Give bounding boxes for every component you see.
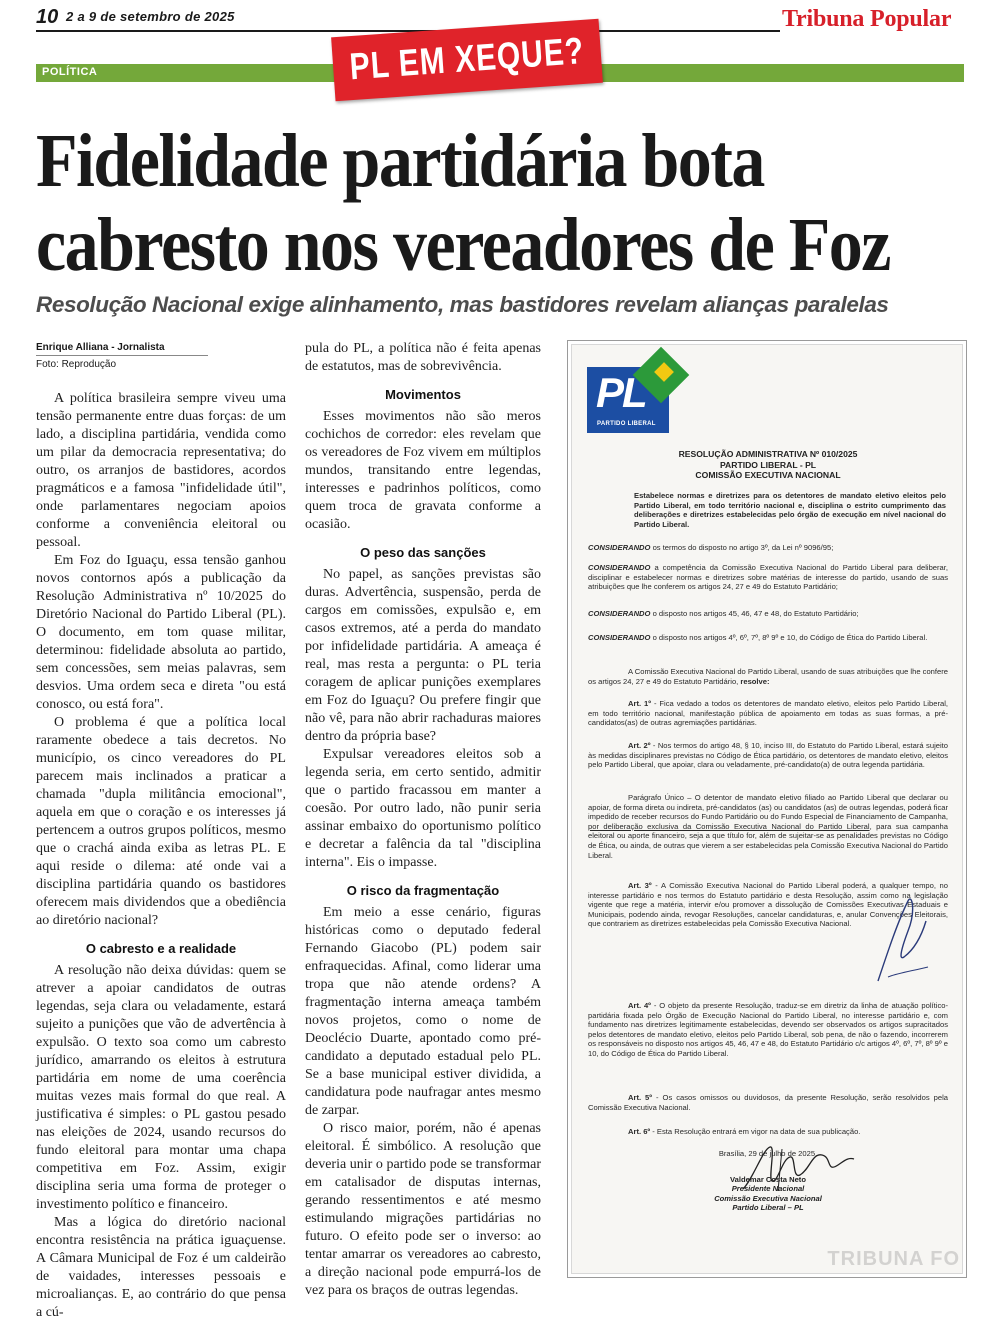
paragraph: A resolução não deixa dúvidas: quem se atrever a apoiar candidatos de outras legendas, seja clara ou veladamente, estará sujeito a punições que vão de advertência à expulsão. O texto soa como um cabresto jurídico, amarrando os eleitos à estrutura partidária em nome de uma coerência muitas vezes mais formal do que real. A justificativa é simples: o PL gastou pesado nas eleições de 2024, usando recursos do fundo eleitoral para montar uma chapa competitiva em Foz. Assim, exigir disciplina seria uma forma de proteger o investimento político e financeiro.	[36, 963, 286, 1212]
document-title-line: PARTIDO LIBERAL - PL	[719, 459, 817, 470]
issue-date: 2 a 9 de setembro de 2025	[66, 9, 235, 24]
signer-role: Presidente Nacional	[731, 1184, 805, 1194]
document-article-4	[588, 1001, 948, 1059]
subheadline: Resolução Nacional exige alinhamento, mas bastidores revelam alianças paralelas	[36, 292, 889, 317]
paragraph: No papel, as sanções previstas são duras. Advertência, suspensão, perda de cargos em comissões, expulsão e, em casos extremos, até a perda do mandato por infidelidade partidária. A ameaça é real, mas resta a pergunta: o PL teria coragem de aplicar punições exemplares em Foz do Iguaçu? Ou prefere fingir que não vê, para não abrir rachaduras maiores dentro da própria base?	[305, 567, 541, 744]
paragraph: O risco maior, porém, não é apenas eleitoral. É simbólico. A resolução que deveria unir o partido pode se transformar em catalisador de disputas internas, gerando ressentimentos e até mesmo estimulando migrações partidárias no futuro. O efeito pode ser o inverso: ao tentar amarrar os vereadores ao cabresto, a direção nacional pode empurrá-los de vez para os braços de outras legendas.	[305, 1121, 541, 1298]
article-text: - Esta Resolução entrará em vigor na data de sua publicação.	[650, 1127, 861, 1136]
paragrafo-text: Parágrafo Único – O detentor de mandato eletivo filiado ao Partido Liberal que declarar ou apoiar, de forma direta ou indireta, pré-candidatos (as) ou candidatos (as) de outras legendas, poderá ficar impedido de receber recursos do Fundo Partidário ou do Fundo Especial de Financiamento de Campanha,	[588, 793, 948, 822]
article-label: Art. 5º	[628, 1093, 653, 1102]
page-number: 10	[36, 6, 59, 28]
considerando-label: CONSIDERANDO	[588, 609, 651, 618]
paragraph: Em Foz do Iguaçu, essa tensão ganhou novos contornos após a publicação da Resolução Administrativa nº 10/2025 do Diretório Nacional do Partido Liberal (PL). O documento, em tom quase militar, determinou: fidelidade absoluta ao partido, sem concessões, sem meias palavras, sem desvios. Uma ordem seca e direta "ou está conosco, ou está fora".	[36, 553, 286, 712]
document-ementa: Estabelece normas e diretrizes para os detentores de mandato eletivo eleitos pelo Partido Liberal, em todo território nacional e, disciplina o estrito cumprimento das deliberações e diretrizes estabelecidas pelo órgão de execução em nível nacional do Partido Liberal.	[634, 491, 946, 529]
document-title-line: RESOLUÇÃO ADMINISTRATIVA Nº 010/2025	[678, 449, 858, 459]
headline	[36, 118, 976, 286]
considerando-text: o disposto nos artigos 45, 46, 47 e 48, do Estatuto Partidário;	[650, 609, 859, 618]
logo-subtext: PARTIDO LIBERAL	[597, 421, 656, 427]
newspaper-brand: Tribuna Popular	[782, 6, 952, 32]
paragraph: A política brasileira sempre viveu uma tensão permanente entre duas forças: de um lado, a disciplina partidária, vendida como um pilar da democracia representativa; do outro, os arranjos de bastidores, acordos pragmáticos e a famosa "infidelidade útil", onde parlamentares negociam apoios conforme a conveniência eleitoral ou pessoal.	[36, 391, 286, 550]
resolve-word: resolve:	[740, 676, 770, 686]
document-article-1	[588, 699, 948, 728]
article-column-2	[305, 340, 541, 1300]
article-text: - Os casos omissos ou duvidosos, da presente Resolução, serão resolvidos pela Comissão Executiva Nacional.	[588, 1093, 948, 1112]
signer-role: Partido Liberal – PL	[732, 1203, 804, 1213]
considerando-text: o disposto nos artigos 4º, 6º, 7º, 8º 9º e 10, do Código de Ética do Partido Liberal.	[650, 633, 928, 642]
headline-line-2: cabresto nos vereadores de Foz	[36, 201, 890, 287]
considerando-label: CONSIDERANDO	[588, 543, 651, 552]
document-considerando-2	[588, 563, 948, 592]
considerando-label: CONSIDERANDO	[588, 563, 651, 572]
author: Enrique Alliana - Jornalista	[36, 341, 208, 356]
article-label: Art. 2º	[628, 741, 651, 750]
paragraph: O problema é que a política local raramente obedece a tais decretos. No município, os cinco vereadores do PL parecem mais inclinados a praticar a chamada "dupla militância emocional", aquela em que o coração e os interesses já pertencem a outros grupos políticos, mesmo que o crachá ainda exiba as letras PL. E aqui reside o dilema: até onde vai a disciplina partidária quando os bastidores oferecem mais dividendos que a obediência ao diretório nacional?	[36, 715, 286, 928]
considerando-text: a competência da Comissão Executiva Nacional do Partido Liberal para deliberar, disciplinar e estabelecer normas e diretrizes sobre matérias de interesse do partido, usando de suas atribuições que lhe conferem os artigos 24, 27 e 49 do Estatuto Partidário;	[588, 563, 948, 592]
logo-text: PL	[596, 369, 646, 416]
document-title	[588, 449, 948, 481]
document-article-5	[588, 1093, 948, 1112]
section-heading: O cabresto e a realidade	[85, 941, 237, 956]
headline-line-1: Fidelidade partidária bota	[36, 117, 764, 203]
byline	[36, 341, 208, 371]
kicker-stamp-text: PL EM XEQUE?	[348, 30, 586, 89]
section-heading: O peso das sanções	[360, 545, 486, 560]
signer-name: Valdemar Costa Neto	[730, 1175, 806, 1184]
document-considerando-3	[588, 609, 948, 619]
article-label: Art. 4º	[628, 1001, 651, 1010]
photo-credit: Foto: Reprodução	[36, 359, 117, 370]
article-label: Art. 3º	[628, 881, 652, 890]
document-title-line: COMISSÃO EXECUTIVA NACIONAL	[695, 470, 841, 481]
section-label: POLÍTICA	[42, 66, 98, 78]
paragraph: Mas a lógica do diretório nacional encontra resistência na prática iguaçuense. A Câmara Municipal de Foz é um caldeirão de vaidades, interesses pessoais e microalianças. E, ao contrário do que pensa a cú-	[36, 1215, 286, 1320]
article-text: - Fica vedado a todos os detentores de mandato eletivo, eleitos pelo Partido Liberal, em todo território nacional, manifestação pública de apoiamento em todas as suas formas, a pré-candidatos(as) de outras agremiações partidárias.	[588, 699, 948, 728]
document-considerando-4	[588, 633, 948, 643]
article-text: - O objeto da presente Resolução, traduz-se em diretriz da linha de atuação político-partidária fixada pelo Órgão de Execução Nacional do Partido Liberal, no interesse partidário e, com fundamento nas diretrizes legitimamente estabelecidas, devendo ser observados os artigos supracitados pelos detentores de mandato eletivo, eleitos pelo Partido Liberal, sob pena, de não o fazendo, incorrerem os responsáveis no disposto nos artigos 45, 46, 47 e 48, do Estatuto Partidário c/c artigos 4º, 6º, 7º, 8º 9º e 10, do Código de Ética do Partido Liberal.	[588, 1001, 949, 1058]
paragraph: Expulsar vereadores eleitos sob a legenda seria, em certo sentido, admitir que o partido fracassou em manter a coesão. Por outro lado, não punir seria assinar embaixo do oportunismo político e decretar a falência da tal "disciplina interna". Eis o impasse.	[305, 747, 541, 870]
considerando-text: os termos do disposto no artigo 3º, da Lei nº 9096/95;	[650, 543, 834, 552]
initials-signature-drawing	[868, 881, 938, 991]
resolve-intro: A Comissão Executiva Nacional do Partido Liberal, usando de suas atribuições que lhe confere os artigos 24, 27 e 49 do Estatuto Partidário,	[588, 667, 948, 686]
signature-block	[568, 1175, 968, 1213]
paragraph: Esses movimentos não são meros cochichos de corredor: eles revelam que os vereadores de Foz vivem em múltiplos mundos, transitando entre legendas, interesses e padrinhos políticos, como quem troca de gravata conforme a ocasião.	[305, 409, 541, 532]
document-considerando-1	[588, 543, 948, 553]
article-column-1	[36, 390, 286, 1322]
article-label: Art. 1º	[628, 699, 652, 708]
document-paragrafo-unico	[588, 793, 948, 860]
paragraph: pula do PL, a política não é feita apenas de estatutos, mas de sobrevivência.	[305, 341, 541, 374]
section-heading: O risco da fragmentação	[346, 883, 500, 898]
document-resolve	[588, 667, 948, 686]
paragraph: Em meio a esse cenário, figuras históricas como o deputado federal Fernando Giacobo (PL) podem sair enfraquecidas. Afinal, como liderar uma tropa que não atende ordens? A fragmentação interna ameaça também novos projetos, como o nome de Deoclécio Duarte, apontado como pré-candidato a deputado estadual pelo PL. Se a base municipal estiver dividida, a candidatura pode naufragar antes mesmo de zarpar.	[305, 905, 541, 1118]
signer-role: Comissão Executiva Nacional	[714, 1193, 822, 1203]
article-text: - Nos termos do artigo 48, § 10, inciso III, do Estatuto do Partido Liberal, estará sujeito às medidas disciplinares previstas no Código de Ética partidário, os detentores de mandato eletivo, eleitos pelo Partido Liberal, que apoiar, clara ou veladamente, pré-candidato(a) de outra legenda partidária.	[588, 741, 949, 770]
paragrafo-text: , para sua campanha eleitoral ou aporte financeiro, seja a que título for, além de sujeitar-se as penalidades previstas no Código de Ética, ou ainda, de outras que vierem a ser estabelecidas pela Comissão Executiva Nacional do Partido Liberal.	[588, 821, 948, 860]
document-article-6	[588, 1127, 948, 1137]
article-text: - A Comissão Executiva Nacional do Partido Liberal poderá, a qualquer tempo, no interesse partidário e nos termos do Estatuto partidário e desta Resolução, assim como na legislação vigente que rege a matéria, intervir e/ou promover a dissolução de Comissões Executivas Estaduais e Municipais, podendo ainda, revogar Resoluções, cancelar candidaturas, e, anular Convenções Eleitorais, que contrariem as diretrizes estabelecidas pela Comissão Executiva Nacional.	[588, 881, 948, 929]
pl-party-logo	[587, 367, 669, 433]
considerando-label: CONSIDERANDO	[588, 633, 651, 642]
section-heading: Movimentos	[385, 387, 461, 402]
article-label: Art. 6º	[628, 1127, 651, 1136]
resolution-document-image	[567, 340, 967, 1278]
watermark: TRIBUNA FO	[827, 1248, 960, 1270]
document-article-2	[588, 741, 948, 770]
paragrafo-underlined: por deliberação exclusiva da Comissão Executiva Nacional do Partido Liberal	[588, 821, 870, 831]
document-place-date: Brasília, 29 de julho de 2025.	[718, 1149, 818, 1158]
